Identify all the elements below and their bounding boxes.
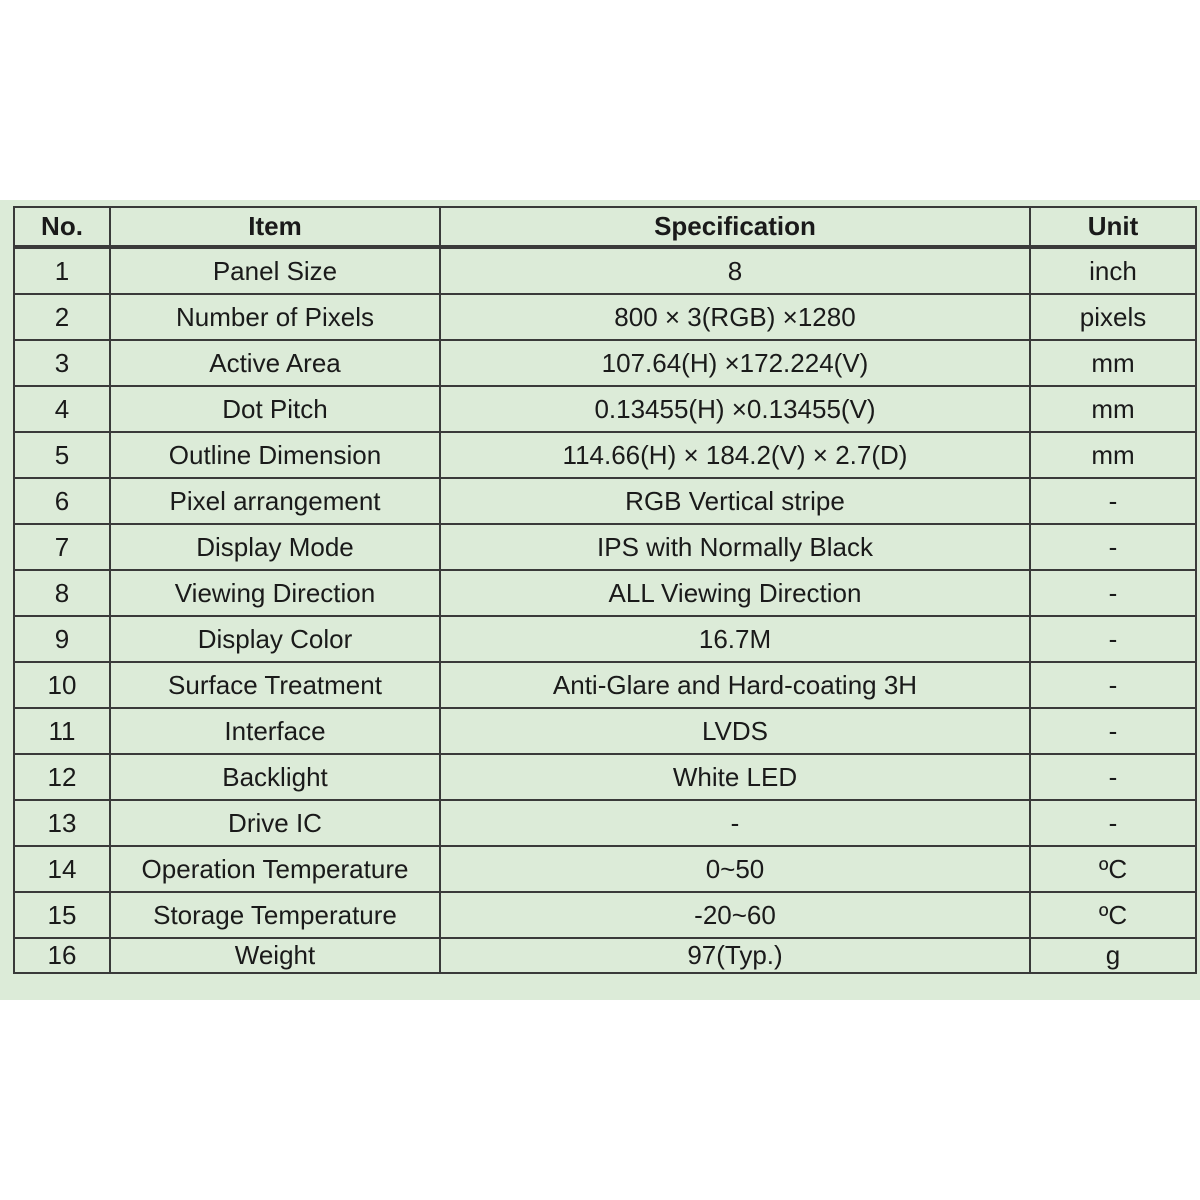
cell-item: Panel Size	[110, 247, 440, 294]
cell-item: Interface	[110, 708, 440, 754]
cell-item: Viewing Direction	[110, 570, 440, 616]
cell-spec: Anti-Glare and Hard-coating 3H	[440, 662, 1030, 708]
header-row	[14, 207, 1196, 247]
cell-item: Display Mode	[110, 524, 440, 570]
table-row	[14, 800, 1196, 846]
table-row	[14, 662, 1196, 708]
cell-no: 2	[14, 294, 110, 340]
cell-no: 11	[14, 708, 110, 754]
cell-spec: 114.66(H) × 184.2(V) × 2.7(D)	[440, 432, 1030, 478]
cell-spec: -20~60	[440, 892, 1030, 938]
cell-unit: -	[1030, 662, 1196, 708]
cell-spec: RGB Vertical stripe	[440, 478, 1030, 524]
cell-unit: pixels	[1030, 294, 1196, 340]
cell-unit: -	[1030, 800, 1196, 846]
table-row	[14, 247, 1196, 294]
cell-item: Outline Dimension	[110, 432, 440, 478]
cell-unit: ºC	[1030, 892, 1196, 938]
cell-no: 14	[14, 846, 110, 892]
cell-unit: g	[1030, 938, 1196, 973]
cell-no: 9	[14, 616, 110, 662]
cell-unit: -	[1030, 524, 1196, 570]
cell-no: 10	[14, 662, 110, 708]
table-row	[14, 708, 1196, 754]
cell-spec: 800 × 3(RGB) ×1280	[440, 294, 1030, 340]
cell-spec: 0.13455(H) ×0.13455(V)	[440, 386, 1030, 432]
cell-no: 16	[14, 938, 110, 973]
cell-unit: -	[1030, 754, 1196, 800]
cell-no: 5	[14, 432, 110, 478]
header-unit: Unit	[1030, 207, 1196, 247]
spec-table-panel	[0, 200, 1200, 1000]
cell-no: 13	[14, 800, 110, 846]
cell-no: 12	[14, 754, 110, 800]
cell-item: Dot Pitch	[110, 386, 440, 432]
cell-no: 1	[14, 247, 110, 294]
table-row	[14, 386, 1196, 432]
cell-no: 7	[14, 524, 110, 570]
cell-item: Number of Pixels	[110, 294, 440, 340]
cell-unit: mm	[1030, 432, 1196, 478]
cell-spec: -	[440, 800, 1030, 846]
cell-unit: -	[1030, 708, 1196, 754]
header-specification: Specification	[440, 207, 1030, 247]
cell-item: Storage Temperature	[110, 892, 440, 938]
cell-unit: -	[1030, 478, 1196, 524]
cell-unit: -	[1030, 616, 1196, 662]
cell-item: Backlight	[110, 754, 440, 800]
table-row	[14, 846, 1196, 892]
cell-spec: 8	[440, 247, 1030, 294]
cell-item: Weight	[110, 938, 440, 973]
cell-item: Active Area	[110, 340, 440, 386]
cell-no: 15	[14, 892, 110, 938]
cell-unit: mm	[1030, 340, 1196, 386]
cell-spec: 97(Typ.)	[440, 938, 1030, 973]
table-row	[14, 340, 1196, 386]
cell-no: 8	[14, 570, 110, 616]
cell-no: 6	[14, 478, 110, 524]
cell-unit: -	[1030, 570, 1196, 616]
cell-unit: inch	[1030, 247, 1196, 294]
table-row	[14, 570, 1196, 616]
cell-no: 3	[14, 340, 110, 386]
table-row	[14, 432, 1196, 478]
cell-no: 4	[14, 386, 110, 432]
cell-item: Pixel arrangement	[110, 478, 440, 524]
cell-spec: 16.7M	[440, 616, 1030, 662]
table-row	[14, 524, 1196, 570]
table-row	[14, 478, 1196, 524]
table-row	[14, 938, 1196, 973]
cell-spec: ALL Viewing Direction	[440, 570, 1030, 616]
cell-item: Display Color	[110, 616, 440, 662]
header-no: No.	[14, 207, 110, 247]
header-item: Item	[110, 207, 440, 247]
cell-unit: ºC	[1030, 846, 1196, 892]
cell-item: Drive IC	[110, 800, 440, 846]
table-row	[14, 294, 1196, 340]
table-row	[14, 892, 1196, 938]
cell-unit: mm	[1030, 386, 1196, 432]
cell-item: Surface Treatment	[110, 662, 440, 708]
cell-item: Operation Temperature	[110, 846, 440, 892]
cell-spec: 107.64(H) ×172.224(V)	[440, 340, 1030, 386]
cell-spec: LVDS	[440, 708, 1030, 754]
specification-table	[13, 206, 1197, 974]
cell-spec: 0~50	[440, 846, 1030, 892]
cell-spec: White LED	[440, 754, 1030, 800]
table-row	[14, 754, 1196, 800]
table-row	[14, 616, 1196, 662]
cell-spec: IPS with Normally Black	[440, 524, 1030, 570]
